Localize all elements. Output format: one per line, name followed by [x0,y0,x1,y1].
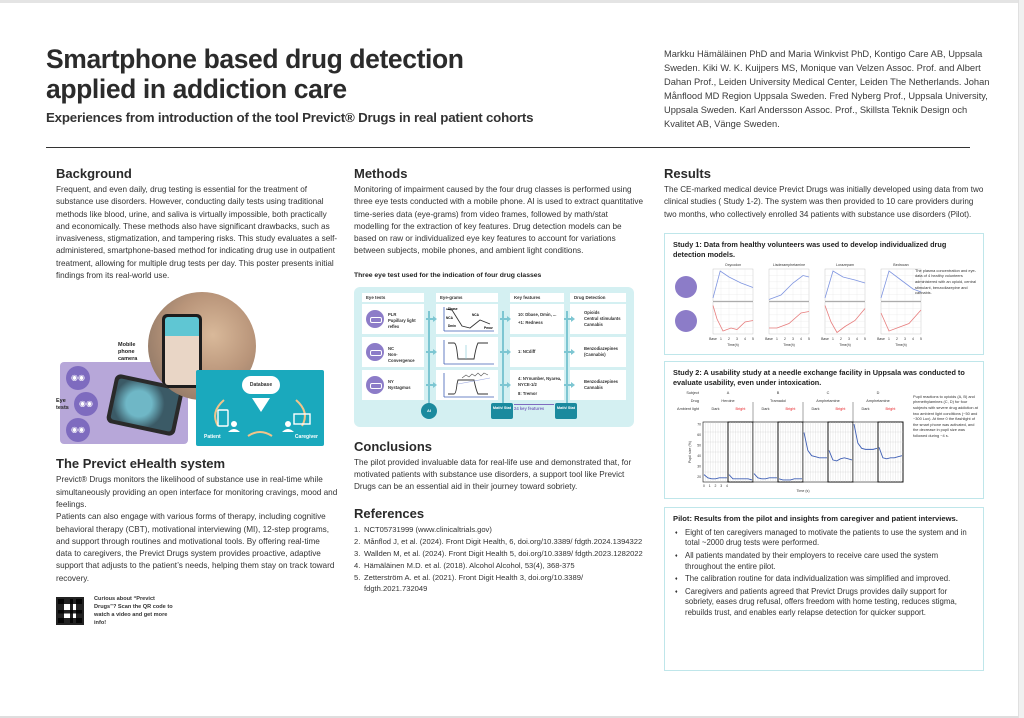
study2-bright: Bright [835,406,846,411]
study2-y-tick: 30 [697,464,701,469]
features-nc [510,337,564,367]
study2-dark: Dark [811,406,820,411]
pilot-title: Pilot: Results from the pilot and insights from caregiver and patient interviews. [673,513,958,523]
reference-item: 1. NCT05731999 (www.clinicaltrials.gov) [354,524,492,534]
study1-bottom-panel [881,302,921,334]
drug-item: Benzodiazepines [584,345,618,351]
system-figure [56,290,338,450]
database-cloud-icon: Database [242,376,280,394]
background-text: Frequent, and even daily, drug testing is essential for the treatment of substance use disorders. However, conducting daily tests using traditional methods like blood, urine, and saliva is virtually impossible, both practically and economically. These methods also have significant drawbacks, such as invasiveness, stigmatization, and tampering risks. This study evaluates a self-administered, smartphone-based method for indicating drug use in outpatient treatment, allowing for multiple drug tests per day. This poster presents initial findings from its real-world use. [56,185,338,281]
study2-bright: Bright [735,406,746,411]
pilot-bullet: ♦ Caregivers and patients agreed that Previct Drugs provides daily support for sobriety, eases drug refusal, offers freedom with home testing, reduces stigma, rebuilds trust, and enables early relapse detection for quicker support. [673,587,977,619]
features-ny [510,370,564,400]
study2-subject: A [726,390,730,395]
pilot-bullet: ♦ Eight of ten caregivers managed to motivate the patients to use the system and in total ~2000 drug tests were performed. [673,528,977,549]
drug-item: Opioids [584,309,600,315]
diagram-header: Key features [510,293,564,302]
study1-top-panel [825,269,865,301]
test-name: Nystagmus [388,384,411,390]
study1-x-label: Time(h) [727,342,739,347]
test-name: Pupillary light reflex [388,317,416,329]
study2-x-tick: 4 [726,483,728,488]
eyegram-plr-chart [436,304,498,334]
column-right [664,166,984,671]
feature-item: 4: NYnumber, Nyarea, NYCE-1/2 [518,375,562,387]
reference-text[interactable]: Hämäläinen M.D. et al. (2018). Alcohol Alcohol, 53(4), 368-375 [364,560,575,570]
pilot-bullet: ♦ The calibration routine for data individualization was simplified and improved. [673,574,977,585]
study2-title: Study 2: A usability study at a needle exchange facility in Uppsala was conducted to evaluate usability, even under intoxication. [673,367,965,387]
test-code: PLR [388,311,397,317]
study2-row-label: Drug [690,398,699,403]
test-code: NC [388,345,395,351]
study2-bright: Bright [785,406,796,411]
study1-x-tick: 3 [736,336,738,341]
study1-drug-title: Lisdexamphetamine [772,262,806,267]
study2-y-tick: 60 [697,432,701,437]
pilot-box [664,507,984,671]
drug-item: Cannabis [584,384,603,390]
key-features-total: 24 key features [514,404,554,411]
eyegram-label: NCA [446,315,453,320]
arrow-right-icon [564,351,572,353]
drugs-plr [570,304,626,334]
eye-icon [366,376,384,394]
features-plr [510,304,564,334]
study1-x-tick: 2 [784,336,786,341]
study2-row-label: Ambient light [677,406,699,411]
study2-drug: Amphetamine [866,398,890,403]
feature-item: 10: Dbase, Dmin, ... [518,311,557,317]
diagram-title: Three eye test used for the indication of four drug classes [354,271,542,279]
study1-x-tick: 5 [920,336,922,341]
feature-item: +1: Redness [518,319,543,325]
study2-dark: Dark [761,406,770,411]
scrollbar-track[interactable] [1018,0,1024,718]
ai-badge: AI [421,403,437,419]
background-heading: Background [56,166,132,181]
reference-item: 2. Månflod J, et al. (2024). Front Digit Health, 6, doi.org/10.3389/ fdgth.2024.1394322 [354,536,643,546]
drug-item: (Cannabis) [584,351,606,357]
study1-drug-title: Lorazepam [836,262,854,267]
eyegram-ny-chart [436,370,498,400]
eye-test-row-plr [362,304,424,334]
reference-item: 3. Wallden M, et al. (2024). Front Digit Health 5, doi.org/10.3389/ fdgth.2023.1282022 [354,548,643,558]
drug-item: Cannabis [584,321,603,327]
math-stat-badge: Math/ Stat [555,403,577,419]
eye-icon [675,310,697,332]
reference-text[interactable]: Wallden M, et al. (2024). Front Digit Health 5, doi.org/10.3389/ fdgth.2023.1282022 [364,548,643,558]
study1-x-tick: 4 [856,336,858,341]
diagram-header: Eye-grams [436,293,498,302]
results-text: The CE-marked medical device Previct Drugs was initially developed using data from two clinical studies ( Study 1-2). The system was then provided to 10 care providers during two months, who collectively enrolled 34 patients with substance use disorders (Pilot). [664,185,984,219]
study2-dark: Dark [861,406,870,411]
eyegram-label: NCA [472,312,479,317]
eyegram-label: Dbase [448,306,458,311]
references-heading: References [354,505,425,521]
study1-x-tick: 3 [792,336,794,341]
eye-icon [366,310,384,328]
study1-drug-title: Bedrocan [893,262,909,267]
study2-drug: Heroine [721,398,735,403]
eyegram-nc [436,337,498,367]
study2-y-tick: 20 [697,474,701,479]
eyegram-ny [436,370,498,400]
diagram-header: Eye tests [362,293,424,302]
study2-box [664,361,984,499]
reference-item: 5. Zetterström A. et al. (2021). Front Digit Health 3, doi.org/10.3389/ fdgth.2021.732049 [354,572,644,594]
eye-test-row-nc [362,337,424,367]
study1-x-tick: 1 [888,336,890,341]
pilot-bullet: ♦ All patients mandated by their employers to receive care used the system throughout the entire pilot. [673,551,977,572]
drugs-nc [570,337,626,367]
eye-test-row-ny [362,370,424,400]
conclusions-text: The pilot provided invaluable data for real-life use and demonstrated that, for motivated patients with substance use disorders, a support tool like Previct Drugs can be an essential aid in their journey toward sobriety. [354,457,632,492]
methods-text: Monitoring of impairment caused by the four drug classes is performed using three eye tests conducted with a mobile phone. AI is used to extract quantitative time-series data (eye-grams) from video frames, followed by math/stat modelling for the extraction of key features. Drug detection models can be based on raw or individualized eye key features to account for variations between subjects, mobile phones, and ambient light conditions. [354,185,644,256]
study2-subject: C [826,390,830,395]
database-diagram [196,370,324,446]
study2-drug: Amphetamine [816,398,840,403]
eye-icon: ◉◉ [66,418,90,442]
pilot-bullets [673,528,977,619]
study1-x-tick: 4 [912,336,914,341]
ehealth-heading: The Previct eHealth system [56,456,226,472]
feature-item: 8: Tremor [518,390,538,396]
study2-dark: Dark [711,406,720,411]
study1-x-tick: 5 [808,336,810,341]
eye-icon [366,343,384,361]
study1-bottom-panel [825,302,865,334]
references-list [354,524,644,594]
test-name: Non-Convergence [388,351,415,363]
arrow-right-icon [500,384,508,386]
study2-note: Pupil reactions to opioids (A, B) and phenethylamines (C, D) for four subjects with severe drug addiction at two ambient light conditions (~50 and ~300 Lux). At time 0 the flashlight of the smart phone was activated, and the decrease in pupil size was followed during ~4 s. [913,393,978,439]
study2-subject: D [876,390,880,395]
eye-icon: ◉◉ [74,392,98,416]
eyegram-label: Dmin [448,323,456,328]
study2-x-label: Time (s) [796,488,810,493]
diagram-header: Drug Detection [570,293,626,302]
arrow-right-icon [426,384,434,386]
study2-x-tick: 2 [714,483,717,488]
arrow-right-icon [500,351,508,353]
study1-title: Study 1: Data from healthy volunteers was used to develop individualized drug detection models. [673,239,947,259]
poster-title [46,44,646,104]
connector-line [502,311,504,407]
study2-y-tick: 50 [697,443,701,448]
column-left [56,166,338,627]
title-line-2: applied in addiction care [46,74,347,104]
study1-x-label: Time(h) [895,342,907,347]
feature-item: 1: NCdiff [518,348,536,354]
qr-code-icon[interactable] [56,597,84,625]
study1-x-tick: 3 [848,336,850,341]
study1-x-tick: 4 [744,336,746,341]
study2-y-tick: 70 [697,422,701,427]
connector-line [428,311,430,405]
study1-x-tick: 4 [800,336,802,341]
test-code: NY [388,378,394,384]
drug-item: Benzodiazepines [584,378,618,384]
study1-x-tick: 2 [840,336,842,341]
drug-item: Central stimulants [584,315,621,321]
study2-plot [667,388,912,496]
authors: Markku Hämäläinen PhD and Maria Winkvist PhD, Kontigo Care AB, Uppsala Sweden. Kiki W. K. Kuijpers MS, Monique van Velzen Assoc. Prof. and Albert Dahan Prof., Leiden University Medical Center, Leiden The Netherlands. Johan Månflood MD Region Uppsala Sweden. Fred Nyberg Prof., Uppsala University, Uppsala Sweden. Karl Andersson Assoc. Prof., Skillsta Teknik Design och Kvalitet AB, Vänge Sweden. [664,49,990,129]
study1-plots [701,260,931,350]
study1-charts [673,264,977,348]
study2-drug: Tramadol [770,398,786,403]
qr-section [56,595,338,627]
study1-x-tick: 1 [776,336,778,341]
header-divider [46,147,970,148]
study1-x-label: Time(h) [783,342,795,347]
study2-row-label: Subject [686,390,699,395]
methods-heading: Methods [354,166,408,181]
results-heading: Results [664,166,711,181]
pill-hand-icon [675,276,697,298]
poster-subtitle: Experiences from introduction of the tool Previct® Drugs in real patient cohorts [46,110,534,125]
reference-text[interactable]: Zetterström A. et al. (2021). Front Digit Health 3, doi.org/10.3389/ fdgth.2021.732049 [364,572,584,593]
connector-line [566,311,568,407]
study1-x-tick: Base [765,336,773,341]
study1-top-panel [769,269,809,301]
study1-x-tick: 3 [904,336,906,341]
study2-bright: Bright [885,406,896,411]
study1-drug-title: Oxycodon [724,262,742,267]
study1-bottom-panel [769,302,809,334]
study1-x-tick: Base [821,336,829,341]
study1-x-tick: 2 [896,336,898,341]
eyegram-plr [436,304,498,334]
title-line-1: Smartphone based drug detection [46,44,464,74]
study1-note: The plasma concentration and eye-data of 4 healthy volunteers administered with an opioid, central stimulant, benzodiazepine and cannabis. [915,267,976,296]
eye-test-diagram [354,287,634,427]
study2-x-tick: 0 [703,483,705,488]
ehealth-text-2: Patients can also engage with various forms of therapy, including cognitive behavioral therapy (CBT), motivational interviewing (MI), 12-step programs, and support through routines and motivational tools. By offering real-time data to caregivers, the Previct Drugs system provides proactive, adaptive support that adjusts to the patient’s needs, helping them stay on track toward recovery. [56,512,335,583]
study1-x-tick: 2 [728,336,730,341]
mobile-camera-label: Mobile phone camera [118,342,138,363]
study1-x-tick: 5 [752,336,754,341]
caregiver-label: Caregiver [294,434,318,441]
eye-tests-label: Eye tests [56,398,69,412]
study2-y-label: Pupil size (%) [688,440,692,463]
top-border [0,0,1024,3]
arrow-right-icon [500,318,508,320]
eyegram-label: Pmov [484,325,493,330]
study1-x-label: Time(h) [839,342,851,347]
math-stat-badge: Math/ Stat [491,403,513,419]
study2-x-tick: 3 [720,483,723,488]
column-middle [354,166,644,595]
conclusions-heading: Conclusions [354,438,433,454]
eye-icon: ◉◉ [66,366,90,390]
eyegram-nc-chart [436,337,498,367]
study1-x-tick: Base [709,336,717,341]
study2-subject: B [776,390,780,395]
arrow-right-icon [426,318,434,320]
study1-bottom-panel [713,302,753,334]
ehealth-text-1: Previct® Drugs monitors the likelihood of substance use in real-time while simultaneously providing an open interface for monitoring cravings, mood and feelings. [56,475,338,509]
study1-x-tick: 1 [832,336,834,341]
drugs-ny [570,370,626,400]
patient-label: Patient [204,434,221,441]
study1-x-tick: Base [877,336,885,341]
study1-x-tick: 1 [720,336,722,341]
study2-x-tick: 1 [708,483,711,488]
study1-box [664,233,984,355]
reference-text[interactable]: Månflod J, et al. (2024). Front Digit Health, 6, doi.org/10.3389/ fdgth.2024.1394322 [364,536,643,546]
arrow-right-icon [564,384,572,386]
arrow-right-icon [564,318,572,320]
reference-text[interactable]: NCT05731999 (www.clinicaltrials.gov) [364,524,492,534]
study2-y-tick: 40 [697,453,701,458]
reference-item: 4. Hämäläinen M.D. et al. (2018). Alcohol Alcohol, 53(4), 368-375 [354,560,575,570]
qr-caption: Curious about “Previct Drugs”? Scan the QR code to watch a video and get more info! [94,596,173,627]
study1-x-tick: 5 [864,336,866,341]
arrow-right-icon [426,351,434,353]
